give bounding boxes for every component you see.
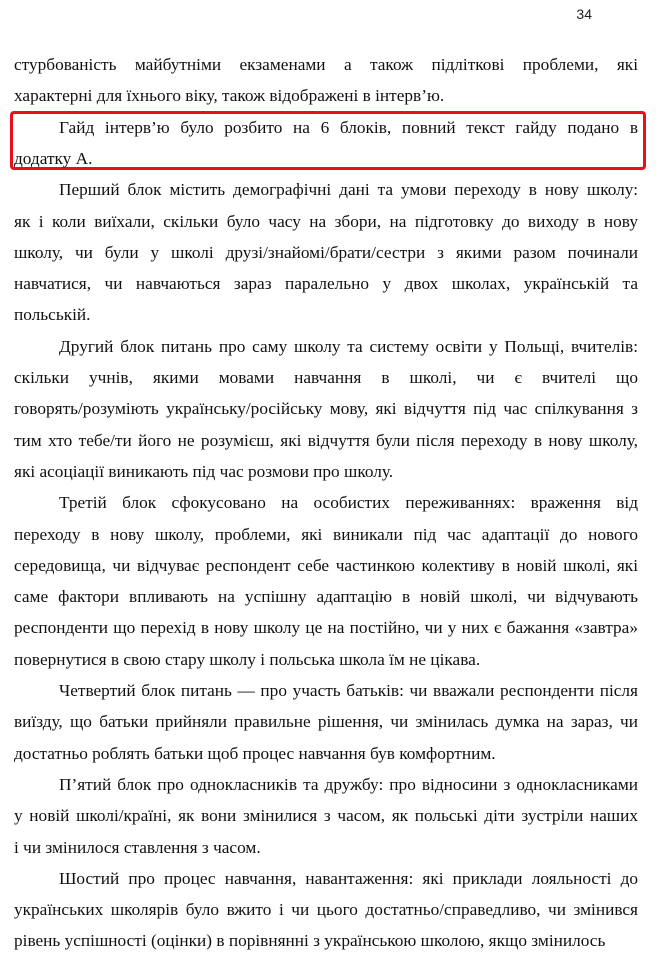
paragraph-4-line-2: скільки учнів, якими мовами навчання в школі, чи є вчителі що <box>14 368 638 387</box>
paragraph-5-line-4: саме фактори впливають на успішну адаптацію в новій школі, чи відчувають <box>14 587 638 607</box>
paragraph-6-line-3: достатньо роблять батьки щоб процес навчання був комфортним. <box>14 743 496 763</box>
paragraph-5-line-3: середовища, чи відчуває респондент себе частинкою колективу в новій школі, які <box>14 555 638 575</box>
paragraph-4-line-5: які асоціації виникають під час розмови про школу. <box>14 461 394 481</box>
paragraph-4-line-4: тим хто тебе/ти його не розумієш, які відчуття були після переходу в нову школу, <box>14 430 638 450</box>
paragraph-5-line-2: переходу в нову школу, проблеми, які виникали під час адаптації до нового <box>14 524 638 544</box>
paragraph-5-line-5: респонденти що перехід в нову школу це на постійно, чи у них є бажання «завтра» <box>14 618 638 638</box>
paragraph-7-line-2: у новій школі/країні, як вони змінилися з часом, як польські діти зустріли наших <box>14 806 638 826</box>
paragraph-3-line-3: школу, чи були у школі друзі/знайомі/брати/сестри з якими разом починали <box>14 242 638 262</box>
paragraph-5-line-1: Третій блок сфокусовано на особистих переживаннях: враження від <box>59 493 638 513</box>
paragraph-3-line-2: як і коли виїхали, скільки було часу на збори, на підготовку до виходу в нову <box>14 211 638 231</box>
paragraph-4-line-3: говорять/розуміють українську/російську мову, які відчуття під час спілкування з <box>14 399 638 419</box>
paragraph-2-line-2: додатку А. <box>14 148 93 168</box>
paragraph-8-line-1: Шостий про процес навчання, навантаження: які приклади лояльності до <box>59 868 638 888</box>
paragraph-1-line-1: стурбованість майбутніми екзаменами а також підліткові проблеми, які <box>14 55 638 74</box>
paragraph-8-line-3: рівень успішності (оцінки) в порівнянні з українською школою, якщо змінилось <box>14 931 606 951</box>
paragraph-7-line-1: П’ятий блок про однокласників та дружбу: про відносини з однокласниками <box>59 774 638 794</box>
paragraph-8-line-2: українських школярів було вжито і чи цього достатньо/справедливо, чи змінився <box>14 900 638 920</box>
page-number: 34 <box>576 6 592 22</box>
paragraph-3-line-5: польській. <box>14 305 91 325</box>
paragraph-3-line-1: Перший блок містить демографічні дані та умови переходу в нову школу: <box>59 180 638 200</box>
paragraph-4-line-1: Другий блок питань про саму школу та систему освіти у Польщі, вчителів: <box>59 336 638 356</box>
paragraph-6-line-2: виїзду, що батьки прийняли правильне рішення, чи змінилась думка на зараз, чи <box>14 712 638 732</box>
paragraph-5-line-6: повернутися в свою стару школу і польська школа їм не цікава. <box>14 649 481 669</box>
paragraph-2-line-1: Гайд інтерв’ю було розбито на 6 блоків, повний текст гайду подано в <box>59 117 638 137</box>
paragraph-6-line-1: Четвертий блок питань — про участь батьків: чи вважали респонденти після <box>59 681 638 700</box>
paragraph-3-line-4: навчатися, чи навчаються зараз паралельно у двох школах, українській та <box>14 274 638 294</box>
paragraph-7-line-3: і чи змінилося ставлення з часом. <box>14 837 261 857</box>
paragraph-1-line-2: характерні для їхнього віку, також відображені в інтерв’ю. <box>14 86 445 106</box>
